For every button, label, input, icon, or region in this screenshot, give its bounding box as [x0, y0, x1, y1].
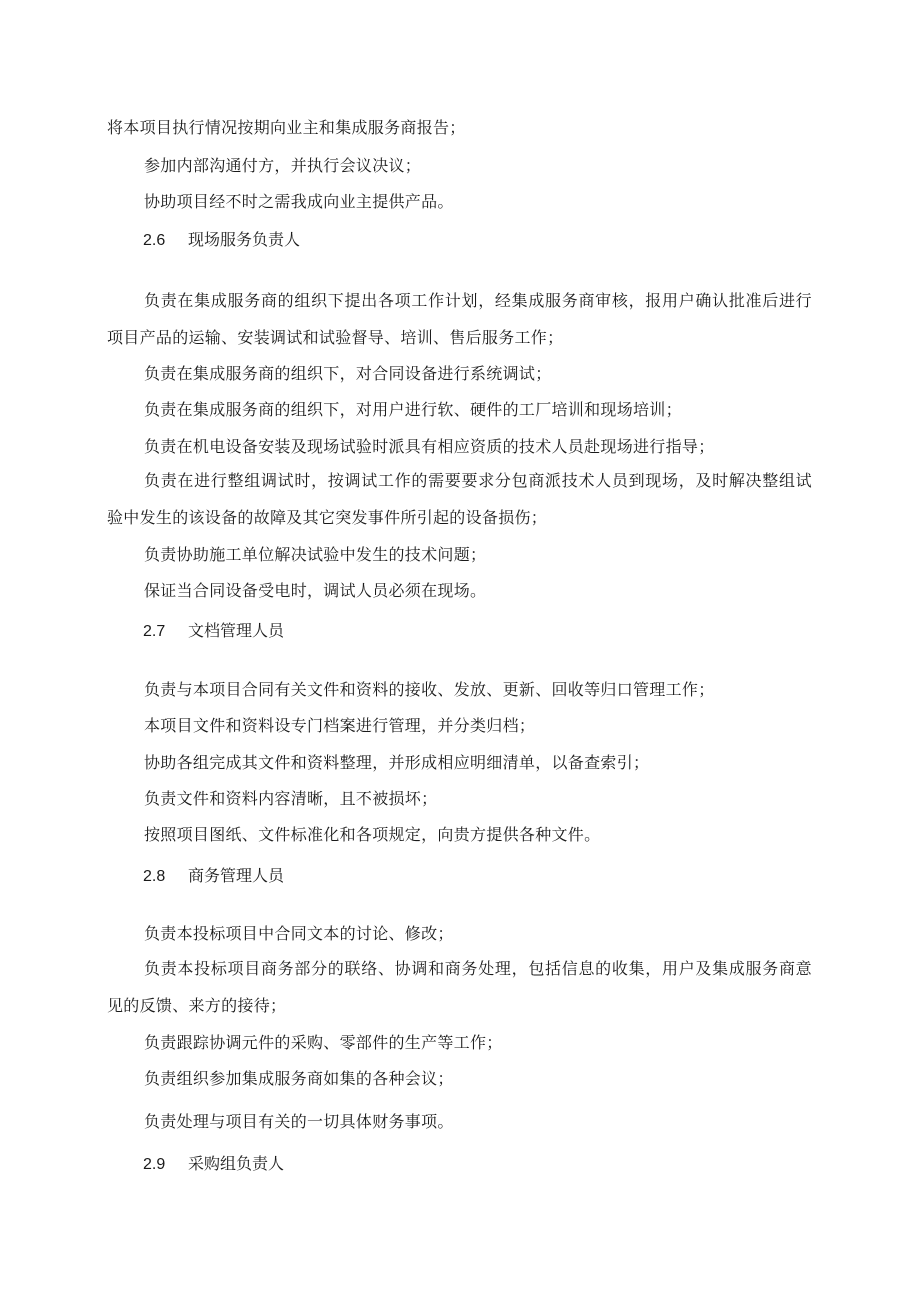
list-item: 负责文件和资料内容清晰，且不被损坏；: [144, 789, 438, 808]
list-item: 负责在机电设备安装及现场试验时派具有相应资质的技术人员赴现场进行指导；: [144, 437, 715, 456]
list-item: 负责在进行整组调试时，按调试工作的需要要求分包商派技术人员到现场，及时解决整组试验中发生的该设备的故障及其它突发事件所引起的设备损伤；: [107, 471, 812, 527]
list-item: 负责本投标项目商务部分的联络、协调和商务处理，包括信息的收集，用户及集成服务商意见的反馈、来方的接待；: [107, 959, 812, 1015]
list-item: 本项目文件和资料设专门档案进行管理，并分类归档；: [144, 716, 536, 735]
section-number: 2.7: [143, 623, 166, 640]
section-number: 2.8: [143, 868, 166, 885]
section-title: 商务管理人员: [188, 866, 285, 885]
section-number: 2.6: [143, 232, 166, 249]
paragraph-intro-1: 将本项目执行情况按期向业主和集成服务商报告；: [107, 118, 466, 137]
list-item: 按照项目图纸、文件标准化和各项规定，向贵方提供各种文件。: [144, 825, 601, 844]
section-heading-2-6: [143, 230, 300, 251]
list-item: 协助各组完成其文件和资料整理，并形成相应明细清单，以备查索引；: [144, 753, 650, 772]
section-number: 2.9: [143, 1156, 166, 1173]
list-item: 负责本投标项目中合同文本的讨论、修改；: [144, 924, 454, 943]
section-heading-2-9: [143, 1154, 284, 1175]
section-title: 现场服务负责人: [188, 230, 301, 249]
list-item: 负责与本项目合同有关文件和资料的接收、发放、更新、回收等归口管理工作；: [144, 680, 715, 699]
list-item: 负责跟踪协调元件的采购、零部件的生产等工作；: [144, 1033, 503, 1052]
section-heading-2-8: [143, 866, 284, 887]
paragraph-intro-3: 协助项目经不时之需我成向业主提供产品。: [144, 192, 454, 211]
list-item: 负责在集成服务商的组织下，对合同设备进行系统调试；: [144, 364, 552, 383]
section-title: 采购组负责人: [188, 1154, 285, 1173]
list-item: 负责协助施工单位解决试验中发生的技术问题；: [144, 545, 487, 564]
paragraph-intro-2: 参加内部沟通付方，并执行会议决议；: [144, 156, 422, 175]
list-item: 负责在集成服务商的组织下提出各项工作计划，经集成服务商审核，报用户确认批准后进行项目产品的运输、安装调试和试验督导、培训、售后服务工作；: [107, 291, 812, 347]
list-item: 保证当合同设备受电时，调试人员必须在现场。: [144, 581, 487, 600]
list-item: 负责处理与项目有关的一切具体财务事项。: [144, 1112, 454, 1131]
section-title: 文档管理人员: [188, 621, 285, 640]
list-item: 负责组织参加集成服务商如集的各种会议；: [144, 1069, 454, 1088]
section-heading-2-7: [143, 621, 284, 642]
list-item: 负责在集成服务商的组织下，对用户进行软、硬件的工厂培训和现场培训；: [144, 400, 682, 419]
